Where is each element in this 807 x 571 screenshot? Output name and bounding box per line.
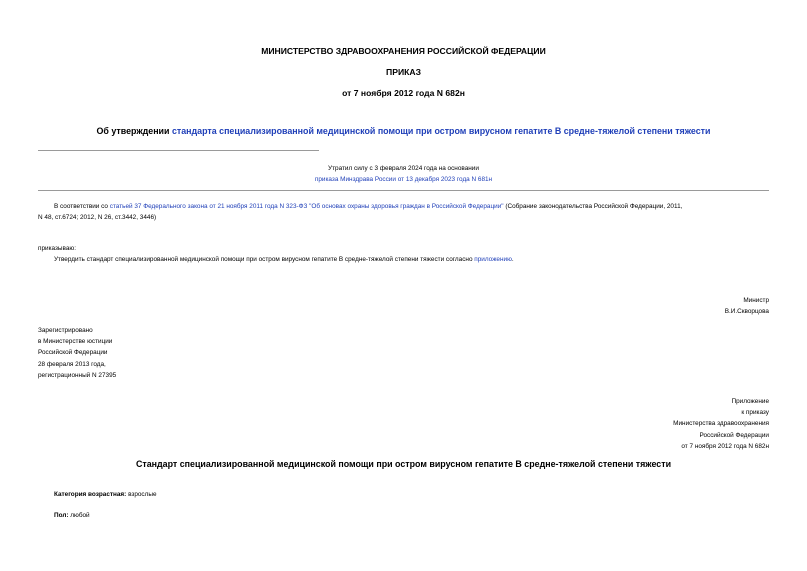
decree-word: приказываю:: [38, 245, 76, 252]
divider-long: [38, 190, 769, 191]
registration-block: [38, 325, 116, 381]
order-text: Утвердить стандарт специализированной медицинской помощи при остром вирусном гепатите В средне-тяжелой степени тяжести согласно: [54, 256, 475, 263]
standard-title: Стандарт специализированной медицинской помощи при остром вирусном гепатите В средне-тяжелой степени тяжести: [135, 459, 672, 469]
ministry-heading: МИНИСТЕРСТВО ЗДРАВООХРАНЕНИЯ РОССИЙСКОЙ ФЕДЕРАЦИИ: [261, 46, 546, 56]
status-repeal-link[interactable]: приказа Минздрава России от 13 декабря 2023 года N 681н: [314, 176, 493, 183]
registration-line: 28 февраля 2013 года,: [38, 360, 106, 368]
preamble-line-2: N 48, ст.6724; 2012, N 26, ст.3442, 3446): [38, 214, 157, 221]
appendix-line: к приказу: [741, 409, 769, 417]
document-title: [0, 126, 807, 136]
preamble-line-1: [54, 201, 784, 212]
appendix-block: [673, 396, 769, 452]
sex-category: [54, 510, 90, 521]
sex-label: Пол:: [54, 512, 69, 519]
registration-line: регистрационный N 27395: [38, 371, 117, 379]
appendix-line: Министерства здравоохранения: [673, 420, 769, 428]
title-standard-link[interactable]: стандарта специализированной медицинской помощи при остром вирусном гепатите В средне-тяжелой степени тяжести: [171, 126, 711, 136]
signature-position: Министр: [743, 297, 769, 304]
registration-line: в Министерстве юстиции: [38, 338, 113, 346]
age-category: [54, 489, 157, 500]
divider-short: [38, 150, 319, 151]
sex-value: любой: [68, 512, 90, 519]
title-prefix: Об утверждении: [96, 126, 172, 136]
appendix-line: от 7 ноября 2012 года N 682н: [681, 442, 769, 450]
preamble-prefix: В соответствии со: [54, 203, 110, 210]
date-number-heading: от 7 ноября 2012 года N 682н: [342, 88, 465, 98]
age-value: взрослые: [126, 491, 157, 498]
preamble-source: (Собрание законодательства Российской Федерации, 2011,: [503, 203, 683, 210]
federal-law-link[interactable]: статьей 37 Федерального закона от 21 ноября 2011 года N 323-ФЗ "Об основах охраны здоровья граждан в Российской Федерации": [109, 203, 504, 210]
appendix-line: Российской Федерации: [699, 431, 769, 439]
status-note: Утратил силу с 3 февраля 2024 года на основании: [328, 165, 479, 172]
registration-line: Зарегистрировано: [38, 327, 93, 334]
order-paragraph: [54, 254, 514, 265]
appendix-line: Приложение: [731, 398, 769, 405]
signature-name: В.И.Скворцова: [724, 308, 769, 315]
registration-line: Российской Федерации: [38, 349, 108, 357]
appendix-link[interactable]: приложению: [474, 256, 512, 263]
age-label: Категория возрастная:: [54, 491, 127, 498]
doc-type-heading: ПРИКАЗ: [386, 67, 421, 77]
order-end: .: [511, 256, 514, 263]
